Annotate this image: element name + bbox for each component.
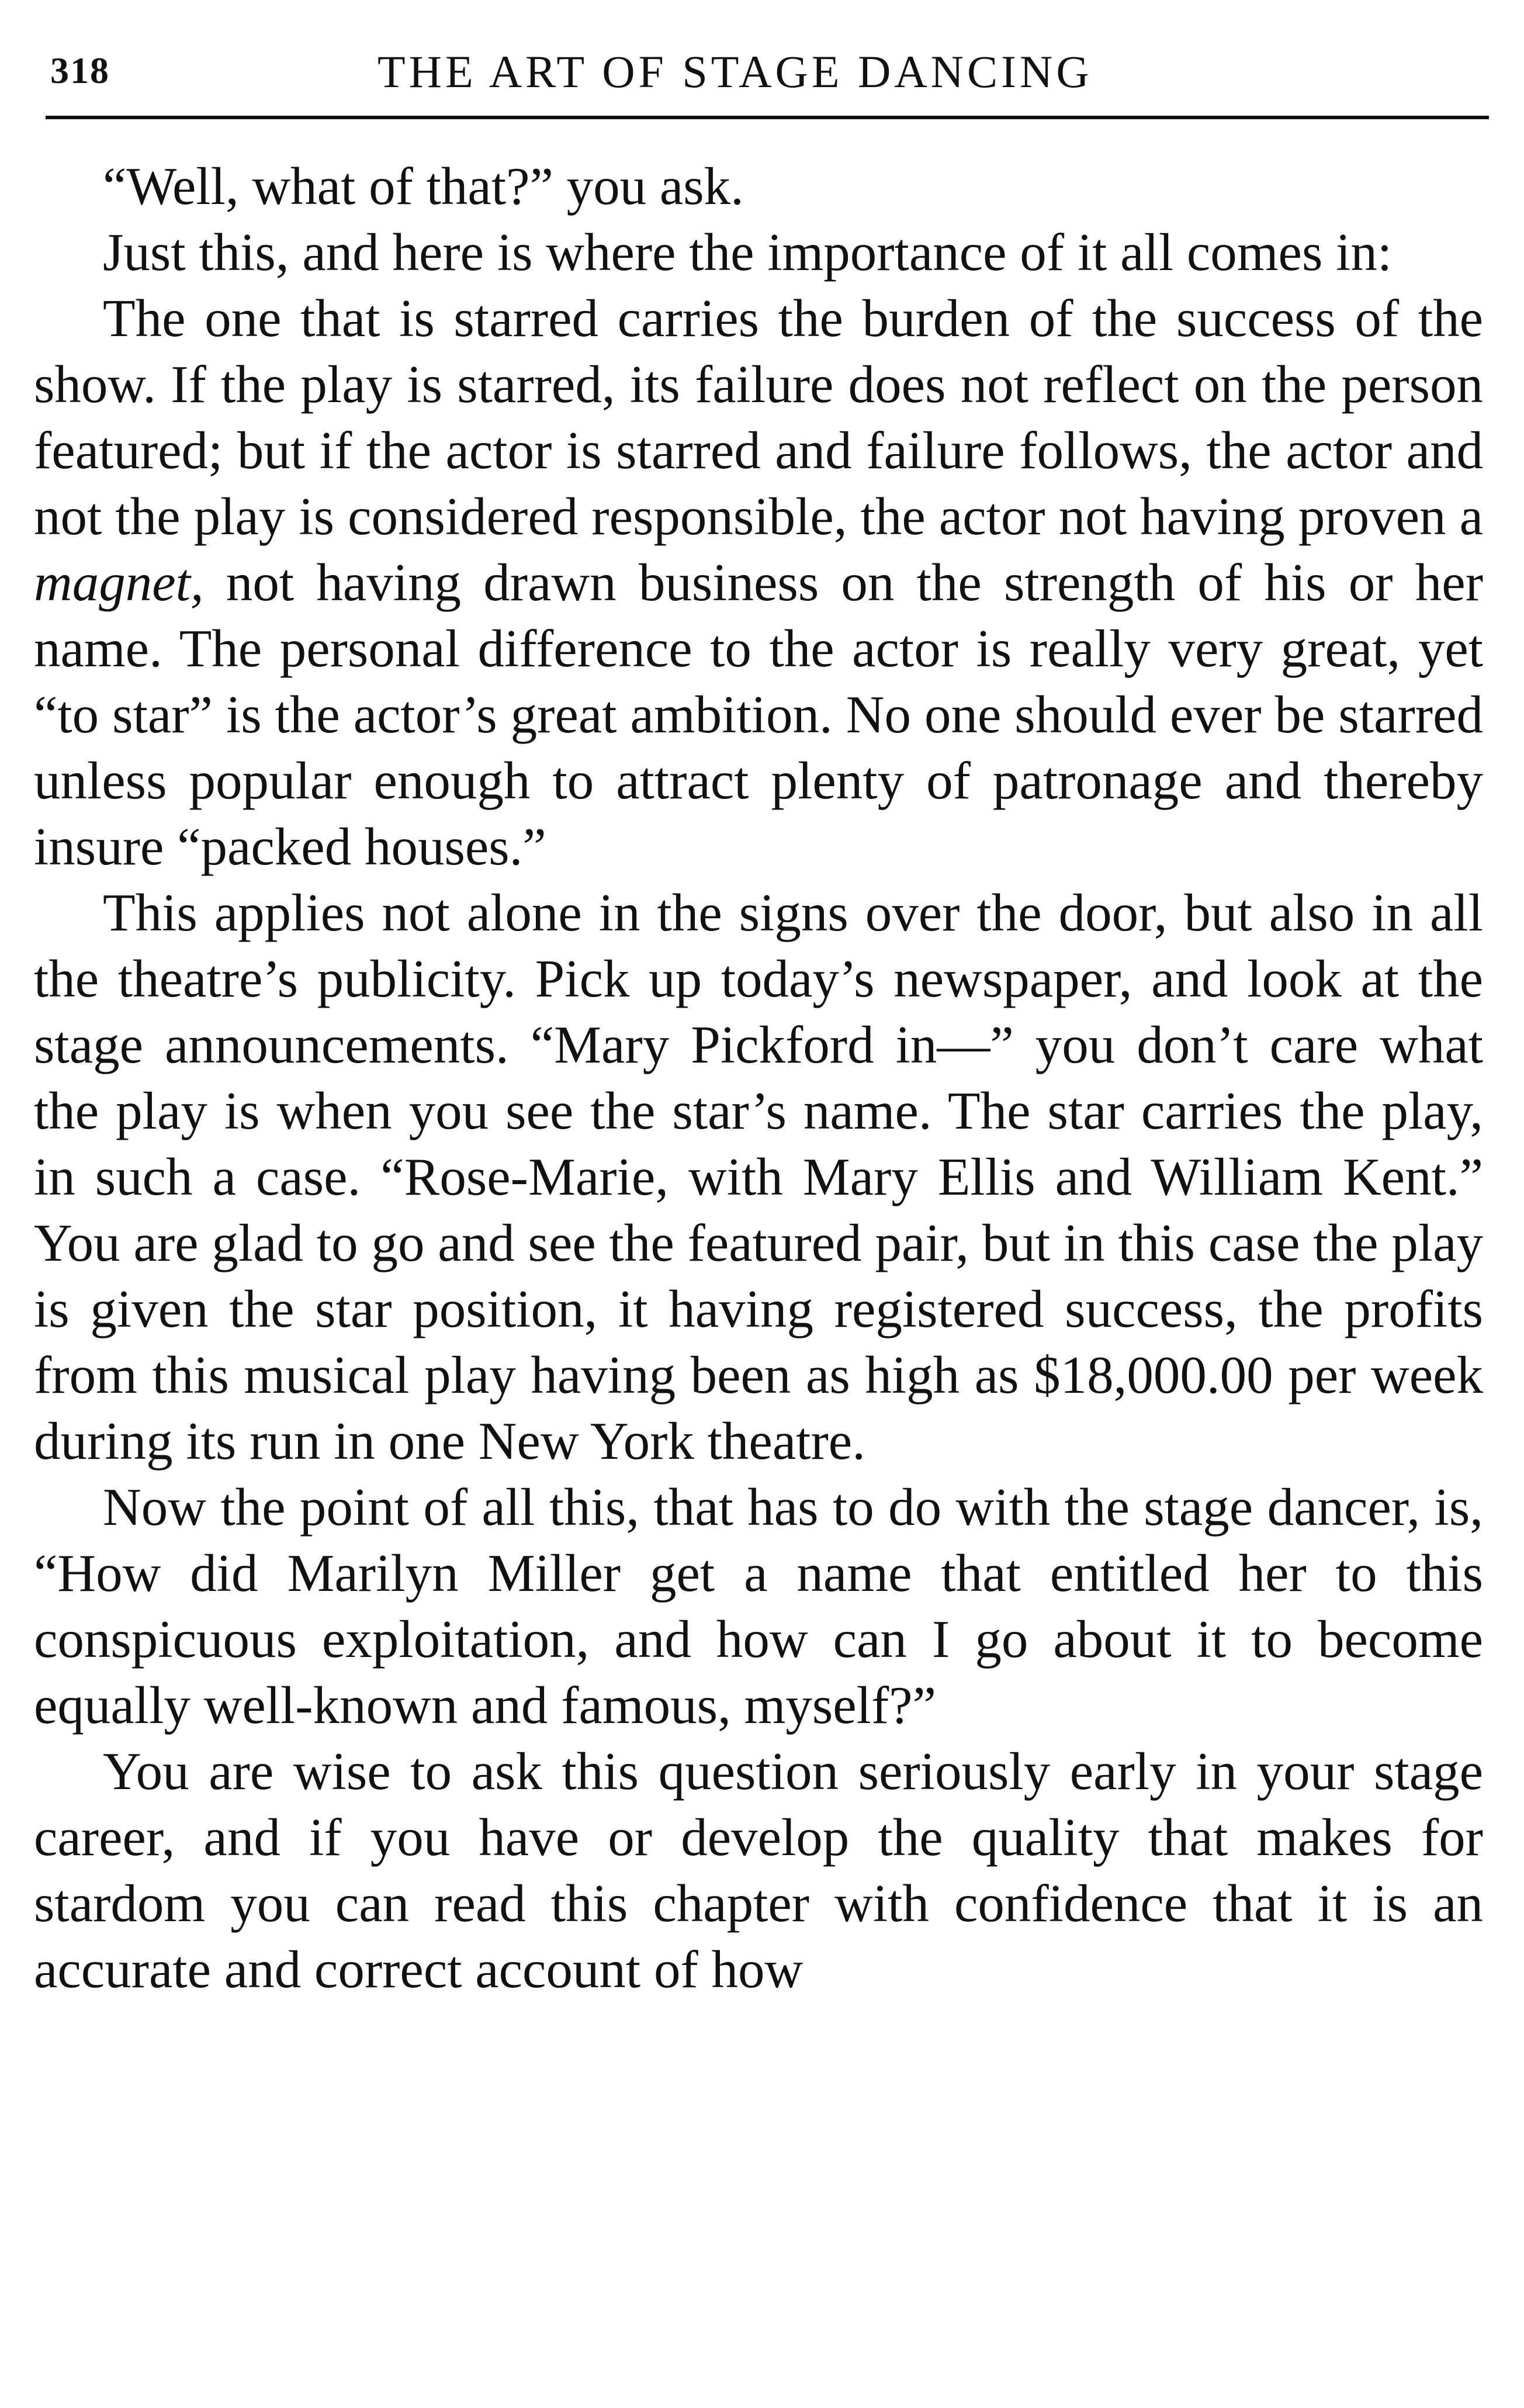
- running-header: [50, 41, 1488, 105]
- running-title: THE ART OF STAGE DANCING: [377, 46, 1093, 97]
- paragraph-3-text-before: The one that is starred carries the burden of the success of the show. If the play is starred, its failure does not reflect on the person featured; but if the actor is starred and failure follows, the actor and not the play is considered responsible, the actor not having proven a: [34, 289, 1483, 546]
- paragraph-3-text-after: not having drawn business on the strength of his or her name. The personal difference to the actor is really very great, yet “to star” is the actor’s great ambition. No one should ever be starred unless popular enough to attract plenty of patronage and thereby insure “packed houses.”: [34, 553, 1483, 876]
- page-number: 318: [50, 50, 110, 91]
- paragraph-3: [34, 285, 1483, 880]
- paragraph-2: Just this, and here is where the importance of it all comes in:: [103, 223, 1393, 282]
- italic-word-magnet: magnet,: [34, 553, 204, 612]
- paragraph-1: “Well, what of that?” you ask.: [103, 157, 744, 216]
- paragraph-6: You are wise to ask this question seriously early in your stage career, and if you have or develop the quality that makes for stardom you can read this chapter with confidence that it is an accurate and correct account of how: [34, 1742, 1483, 1999]
- body-text: [34, 153, 1483, 2002]
- paragraph-5: Now the point of all this, that has to do with the stage dancer, is, “How did Marilyn Miller get a name that entitled her to this conspicuous exploitation, and how can I go about it to become equally well-known and famous, myself?”: [34, 1478, 1483, 1735]
- header-rule: [46, 116, 1489, 119]
- paragraph-4: This applies not alone in the signs over the door, but also in all the theatre’s publicity. Pick up today’s newspaper, and look at the stage announcements. “Mary Pickford in—” you don’t care what the play is when you see the star’s name. The star carries the play, in such a case. “Rose-Marie, with Mary Ellis and William Kent.” You are glad to go and see the featured pair, but in this case the play is given the star position, it having registered success, the profits from this musical play having been as high as $18,000.00 per week during its run in one New York theatre.: [34, 883, 1483, 1471]
